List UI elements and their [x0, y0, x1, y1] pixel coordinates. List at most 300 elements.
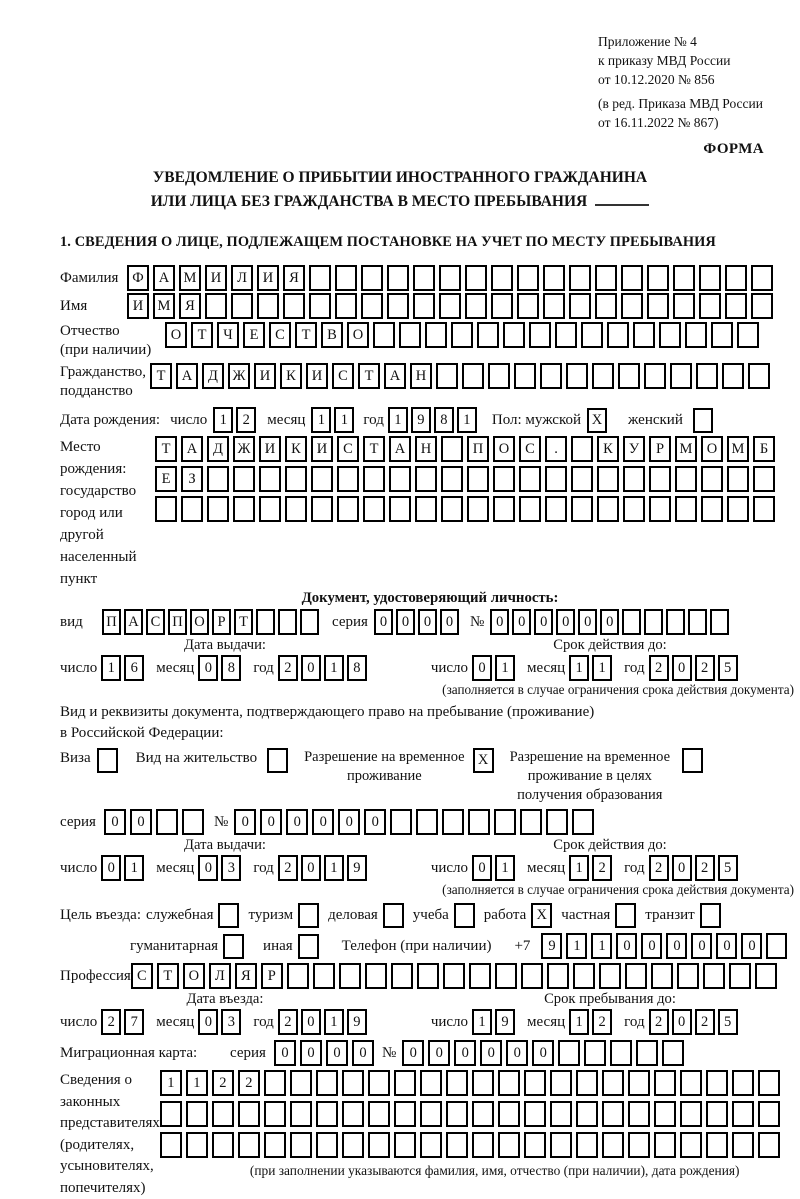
char-cell[interactable]: [699, 265, 721, 291]
char-cell[interactable]: [498, 1070, 520, 1096]
char-cell[interactable]: [491, 265, 513, 291]
char-cell[interactable]: [337, 466, 359, 492]
char-cell[interactable]: [602, 1101, 624, 1127]
char-cell[interactable]: П: [467, 436, 489, 462]
char-cell[interactable]: Т: [363, 436, 385, 462]
char-cell[interactable]: [732, 1101, 754, 1127]
char-cell[interactable]: [467, 496, 489, 522]
citizenship-input[interactable]: [150, 363, 774, 389]
char-cell[interactable]: Т: [150, 363, 172, 389]
stay-day-input[interactable]: [472, 1009, 518, 1035]
char-cell[interactable]: 0: [104, 809, 126, 835]
char-cell[interactable]: [337, 496, 359, 522]
char-cell[interactable]: [748, 363, 770, 389]
char-cell[interactable]: [649, 466, 671, 492]
char-cell[interactable]: [264, 1101, 286, 1127]
identity-valid-day-input[interactable]: [472, 655, 518, 681]
char-cell[interactable]: М: [675, 436, 697, 462]
residence-series-input[interactable]: [104, 809, 208, 835]
char-cell[interactable]: [649, 496, 671, 522]
char-cell[interactable]: 1: [569, 655, 589, 681]
char-cell[interactable]: И: [259, 436, 281, 462]
representatives-input-3[interactable]: [160, 1132, 784, 1158]
char-cell[interactable]: [316, 1101, 338, 1127]
char-cell[interactable]: Ч: [217, 322, 239, 348]
char-cell[interactable]: [207, 496, 229, 522]
char-cell[interactable]: И: [254, 363, 276, 389]
char-cell[interactable]: [493, 496, 515, 522]
char-cell[interactable]: [287, 963, 309, 989]
char-cell[interactable]: [602, 1070, 624, 1096]
char-cell[interactable]: 0: [616, 933, 637, 959]
char-cell[interactable]: Л: [231, 265, 253, 291]
char-cell[interactable]: [446, 1101, 468, 1127]
char-cell[interactable]: [416, 809, 438, 835]
char-cell[interactable]: 0: [472, 855, 492, 881]
char-cell[interactable]: [309, 265, 331, 291]
birthplace-input-3[interactable]: [155, 496, 779, 522]
char-cell[interactable]: 9: [347, 1009, 367, 1035]
char-cell[interactable]: 0: [672, 1009, 692, 1035]
char-cell[interactable]: [540, 363, 562, 389]
char-cell[interactable]: [696, 363, 718, 389]
char-cell[interactable]: 1: [213, 407, 233, 433]
char-cell[interactable]: 2: [238, 1070, 260, 1096]
char-cell[interactable]: [572, 809, 594, 835]
char-cell[interactable]: 2: [649, 1009, 669, 1035]
char-cell[interactable]: [233, 496, 255, 522]
char-cell[interactable]: [521, 963, 543, 989]
char-cell[interactable]: [278, 609, 297, 635]
char-cell[interactable]: 8: [221, 655, 241, 681]
char-cell[interactable]: [368, 1070, 390, 1096]
char-cell[interactable]: [477, 322, 499, 348]
char-cell[interactable]: Н: [410, 363, 432, 389]
char-cell[interactable]: А: [181, 436, 203, 462]
purpose-tourism-checkbox[interactable]: [298, 903, 319, 928]
char-cell[interactable]: [550, 1070, 572, 1096]
char-cell[interactable]: [706, 1132, 728, 1158]
char-cell[interactable]: 0: [454, 1040, 476, 1066]
char-cell[interactable]: [758, 1132, 780, 1158]
female-checkbox[interactable]: [693, 408, 713, 433]
char-cell[interactable]: О: [701, 436, 723, 462]
residence-issue-year-input[interactable]: [278, 855, 370, 881]
char-cell[interactable]: [675, 466, 697, 492]
char-cell[interactable]: Р: [649, 436, 671, 462]
char-cell[interactable]: 0: [556, 609, 575, 635]
char-cell[interactable]: [415, 466, 437, 492]
char-cell[interactable]: 0: [396, 609, 415, 635]
char-cell[interactable]: [451, 322, 473, 348]
char-cell[interactable]: [264, 1132, 286, 1158]
char-cell[interactable]: [389, 496, 411, 522]
birthdate-month-input[interactable]: [311, 407, 357, 433]
char-cell[interactable]: 0: [480, 1040, 502, 1066]
char-cell[interactable]: [387, 265, 409, 291]
purpose-study-checkbox[interactable]: [454, 903, 475, 928]
char-cell[interactable]: [339, 963, 361, 989]
char-cell[interactable]: И: [127, 293, 149, 319]
residence-permit-checkbox[interactable]: [267, 748, 288, 773]
char-cell[interactable]: 0: [286, 809, 308, 835]
char-cell[interactable]: 0: [534, 609, 553, 635]
char-cell[interactable]: 5: [718, 655, 738, 681]
char-cell[interactable]: [710, 609, 729, 635]
char-cell[interactable]: [488, 363, 510, 389]
char-cell[interactable]: [628, 1101, 650, 1127]
doc-series-input[interactable]: [374, 609, 462, 635]
char-cell[interactable]: 1: [160, 1070, 182, 1096]
char-cell[interactable]: [599, 963, 621, 989]
char-cell[interactable]: [680, 1070, 702, 1096]
char-cell[interactable]: Д: [207, 436, 229, 462]
char-cell[interactable]: [231, 293, 253, 319]
char-cell[interactable]: [566, 363, 588, 389]
identity-issue-year-input[interactable]: [278, 655, 370, 681]
char-cell[interactable]: [390, 809, 412, 835]
char-cell[interactable]: 0: [352, 1040, 374, 1066]
char-cell[interactable]: [207, 466, 229, 492]
char-cell[interactable]: 2: [278, 855, 298, 881]
char-cell[interactable]: [737, 322, 759, 348]
char-cell[interactable]: У: [623, 436, 645, 462]
char-cell[interactable]: [625, 963, 647, 989]
char-cell[interactable]: [468, 809, 490, 835]
char-cell[interactable]: [636, 1040, 658, 1066]
char-cell[interactable]: [584, 1040, 606, 1066]
char-cell[interactable]: [503, 322, 525, 348]
char-cell[interactable]: 0: [130, 809, 152, 835]
residence-issue-month-input[interactable]: [198, 855, 244, 881]
char-cell[interactable]: К: [597, 436, 619, 462]
char-cell[interactable]: [547, 963, 569, 989]
char-cell[interactable]: 0: [101, 855, 121, 881]
char-cell[interactable]: 0: [364, 809, 386, 835]
char-cell[interactable]: М: [179, 265, 201, 291]
char-cell[interactable]: 1: [569, 1009, 589, 1035]
char-cell[interactable]: [666, 609, 685, 635]
char-cell[interactable]: [467, 466, 489, 492]
char-cell[interactable]: 1: [311, 407, 331, 433]
char-cell[interactable]: С: [131, 963, 153, 989]
char-cell[interactable]: С: [269, 322, 291, 348]
char-cell[interactable]: 1: [566, 933, 587, 959]
char-cell[interactable]: 0: [472, 655, 492, 681]
char-cell[interactable]: 9: [495, 1009, 515, 1035]
char-cell[interactable]: [758, 1101, 780, 1127]
char-cell[interactable]: [623, 496, 645, 522]
char-cell[interactable]: 0: [374, 609, 393, 635]
char-cell[interactable]: С: [337, 436, 359, 462]
char-cell[interactable]: [205, 293, 227, 319]
char-cell[interactable]: 1: [101, 655, 121, 681]
char-cell[interactable]: О: [347, 322, 369, 348]
char-cell[interactable]: 2: [278, 655, 298, 681]
char-cell[interactable]: 2: [695, 655, 715, 681]
char-cell[interactable]: [472, 1132, 494, 1158]
char-cell[interactable]: Р: [261, 963, 283, 989]
char-cell[interactable]: [441, 436, 463, 462]
char-cell[interactable]: 0: [641, 933, 662, 959]
char-cell[interactable]: [524, 1132, 546, 1158]
char-cell[interactable]: [399, 322, 421, 348]
char-cell[interactable]: 0: [672, 855, 692, 881]
char-cell[interactable]: [610, 1040, 632, 1066]
char-cell[interactable]: 0: [428, 1040, 450, 1066]
char-cell[interactable]: [259, 496, 281, 522]
char-cell[interactable]: 8: [347, 655, 367, 681]
char-cell[interactable]: [316, 1070, 338, 1096]
char-cell[interactable]: 2: [649, 855, 669, 881]
char-cell[interactable]: [654, 1101, 676, 1127]
char-cell[interactable]: [622, 609, 641, 635]
char-cell[interactable]: [732, 1132, 754, 1158]
char-cell[interactable]: 1: [495, 655, 515, 681]
char-cell[interactable]: 1: [592, 655, 612, 681]
char-cell[interactable]: З: [181, 466, 203, 492]
char-cell[interactable]: 0: [512, 609, 531, 635]
char-cell[interactable]: П: [102, 609, 121, 635]
char-cell[interactable]: 1: [334, 407, 354, 433]
char-cell[interactable]: [363, 466, 385, 492]
identity-valid-month-input[interactable]: [569, 655, 615, 681]
char-cell[interactable]: [335, 265, 357, 291]
char-cell[interactable]: Б: [753, 436, 775, 462]
char-cell[interactable]: [365, 963, 387, 989]
char-cell[interactable]: [389, 466, 411, 492]
char-cell[interactable]: [711, 322, 733, 348]
char-cell[interactable]: [413, 293, 435, 319]
char-cell[interactable]: [394, 1132, 416, 1158]
char-cell[interactable]: [443, 963, 465, 989]
char-cell[interactable]: 0: [300, 1040, 322, 1066]
char-cell[interactable]: [441, 496, 463, 522]
char-cell[interactable]: Д: [202, 363, 224, 389]
char-cell[interactable]: 1: [472, 1009, 492, 1035]
char-cell[interactable]: А: [153, 265, 175, 291]
char-cell[interactable]: [469, 963, 491, 989]
char-cell[interactable]: [290, 1132, 312, 1158]
entry-year-input[interactable]: [278, 1009, 370, 1035]
given-name-input[interactable]: [127, 293, 777, 319]
char-cell[interactable]: [517, 265, 539, 291]
char-cell[interactable]: [309, 293, 331, 319]
char-cell[interactable]: [751, 265, 773, 291]
char-cell[interactable]: И: [311, 436, 333, 462]
char-cell[interactable]: 8: [434, 407, 454, 433]
char-cell[interactable]: 0: [234, 809, 256, 835]
char-cell[interactable]: 0: [506, 1040, 528, 1066]
char-cell[interactable]: [727, 466, 749, 492]
char-cell[interactable]: [688, 609, 707, 635]
char-cell[interactable]: [285, 496, 307, 522]
char-cell[interactable]: [415, 496, 437, 522]
char-cell[interactable]: [701, 466, 723, 492]
residence-issue-day-input[interactable]: [101, 855, 147, 881]
char-cell[interactable]: [283, 293, 305, 319]
char-cell[interactable]: [420, 1132, 442, 1158]
residence-valid-day-input[interactable]: [472, 855, 518, 881]
char-cell[interactable]: [519, 466, 541, 492]
char-cell[interactable]: [363, 496, 385, 522]
temp-residence-education-checkbox[interactable]: [682, 748, 703, 773]
char-cell[interactable]: [701, 496, 723, 522]
char-cell[interactable]: 2: [278, 1009, 298, 1035]
char-cell[interactable]: [751, 293, 773, 319]
char-cell[interactable]: [607, 322, 629, 348]
char-cell[interactable]: [259, 466, 281, 492]
purpose-other-checkbox[interactable]: [298, 934, 319, 959]
char-cell[interactable]: [517, 293, 539, 319]
char-cell[interactable]: 0: [338, 809, 360, 835]
char-cell[interactable]: [342, 1132, 364, 1158]
char-cell[interactable]: [543, 293, 565, 319]
char-cell[interactable]: [670, 363, 692, 389]
char-cell[interactable]: Ф: [127, 265, 149, 291]
char-cell[interactable]: 1: [388, 407, 408, 433]
char-cell[interactable]: 9: [411, 407, 431, 433]
char-cell[interactable]: [494, 809, 516, 835]
char-cell[interactable]: 0: [672, 655, 692, 681]
char-cell[interactable]: [706, 1070, 728, 1096]
char-cell[interactable]: [257, 293, 279, 319]
char-cell[interactable]: 0: [440, 609, 459, 635]
residence-valid-year-input[interactable]: [649, 855, 741, 881]
char-cell[interactable]: [633, 322, 655, 348]
char-cell[interactable]: [595, 265, 617, 291]
char-cell[interactable]: [729, 963, 751, 989]
char-cell[interactable]: [446, 1132, 468, 1158]
char-cell[interactable]: 9: [541, 933, 562, 959]
char-cell[interactable]: Я: [179, 293, 201, 319]
char-cell[interactable]: Л: [209, 963, 231, 989]
char-cell[interactable]: [233, 466, 255, 492]
char-cell[interactable]: И: [257, 265, 279, 291]
char-cell[interactable]: [758, 1070, 780, 1096]
residence-valid-month-input[interactable]: [569, 855, 615, 881]
char-cell[interactable]: И: [205, 265, 227, 291]
char-cell[interactable]: [391, 963, 413, 989]
char-cell[interactable]: 0: [532, 1040, 554, 1066]
char-cell[interactable]: 2: [592, 855, 612, 881]
char-cell[interactable]: [628, 1132, 650, 1158]
char-cell[interactable]: [441, 466, 463, 492]
char-cell[interactable]: С: [519, 436, 541, 462]
male-checkbox[interactable]: X: [587, 408, 607, 433]
char-cell[interactable]: Т: [157, 963, 179, 989]
char-cell[interactable]: [628, 1070, 650, 1096]
char-cell[interactable]: [472, 1070, 494, 1096]
char-cell[interactable]: [651, 963, 673, 989]
char-cell[interactable]: 0: [418, 609, 437, 635]
char-cell[interactable]: [311, 496, 333, 522]
char-cell[interactable]: 0: [274, 1040, 296, 1066]
char-cell[interactable]: [420, 1101, 442, 1127]
char-cell[interactable]: [618, 363, 640, 389]
char-cell[interactable]: [545, 466, 567, 492]
char-cell[interactable]: 0: [490, 609, 509, 635]
char-cell[interactable]: [550, 1101, 572, 1127]
stay-year-input[interactable]: [649, 1009, 741, 1035]
char-cell[interactable]: [576, 1070, 598, 1096]
char-cell[interactable]: [256, 609, 275, 635]
char-cell[interactable]: [685, 322, 707, 348]
birthplace-input-2[interactable]: [155, 466, 779, 492]
char-cell[interactable]: [623, 466, 645, 492]
char-cell[interactable]: [238, 1101, 260, 1127]
purpose-official-checkbox[interactable]: [218, 903, 239, 928]
char-cell[interactable]: [290, 1070, 312, 1096]
char-cell[interactable]: [212, 1132, 234, 1158]
char-cell[interactable]: О: [190, 609, 209, 635]
char-cell[interactable]: [493, 466, 515, 492]
char-cell[interactable]: [394, 1101, 416, 1127]
char-cell[interactable]: [573, 963, 595, 989]
char-cell[interactable]: [519, 496, 541, 522]
char-cell[interactable]: П: [168, 609, 187, 635]
char-cell[interactable]: [160, 1101, 182, 1127]
purpose-transit-checkbox[interactable]: [700, 903, 721, 928]
char-cell[interactable]: [675, 496, 697, 522]
char-cell[interactable]: 9: [347, 855, 367, 881]
char-cell[interactable]: 1: [569, 855, 589, 881]
char-cell[interactable]: А: [389, 436, 411, 462]
char-cell[interactable]: 6: [124, 655, 144, 681]
char-cell[interactable]: [425, 322, 447, 348]
char-cell[interactable]: [662, 1040, 684, 1066]
char-cell[interactable]: [436, 363, 458, 389]
char-cell[interactable]: [595, 293, 617, 319]
char-cell[interactable]: 2: [236, 407, 256, 433]
identity-issue-day-input[interactable]: [101, 655, 147, 681]
char-cell[interactable]: 3: [221, 855, 241, 881]
char-cell[interactable]: Е: [155, 466, 177, 492]
char-cell[interactable]: [465, 293, 487, 319]
char-cell[interactable]: [313, 963, 335, 989]
char-cell[interactable]: [311, 466, 333, 492]
profession-input[interactable]: [131, 963, 781, 989]
char-cell[interactable]: [181, 496, 203, 522]
char-cell[interactable]: 0: [716, 933, 737, 959]
char-cell[interactable]: [342, 1101, 364, 1127]
char-cell[interactable]: [186, 1132, 208, 1158]
char-cell[interactable]: [413, 265, 435, 291]
char-cell[interactable]: [529, 322, 551, 348]
char-cell[interactable]: Я: [283, 265, 305, 291]
char-cell[interactable]: [545, 496, 567, 522]
char-cell[interactable]: [722, 363, 744, 389]
char-cell[interactable]: [766, 933, 787, 959]
surname-input[interactable]: [127, 265, 777, 291]
char-cell[interactable]: [387, 293, 409, 319]
char-cell[interactable]: [361, 293, 383, 319]
char-cell[interactable]: 3: [221, 1009, 241, 1035]
entry-day-input[interactable]: [101, 1009, 147, 1035]
char-cell[interactable]: 1: [495, 855, 515, 881]
char-cell[interactable]: В: [321, 322, 343, 348]
char-cell[interactable]: 0: [198, 1009, 218, 1035]
char-cell[interactable]: 1: [591, 933, 612, 959]
purpose-business-checkbox[interactable]: [383, 903, 404, 928]
char-cell[interactable]: [491, 293, 513, 319]
char-cell[interactable]: [420, 1070, 442, 1096]
char-cell[interactable]: 2: [212, 1070, 234, 1096]
char-cell[interactable]: [680, 1101, 702, 1127]
char-cell[interactable]: 2: [695, 855, 715, 881]
char-cell[interactable]: [571, 466, 593, 492]
char-cell[interactable]: [300, 609, 319, 635]
